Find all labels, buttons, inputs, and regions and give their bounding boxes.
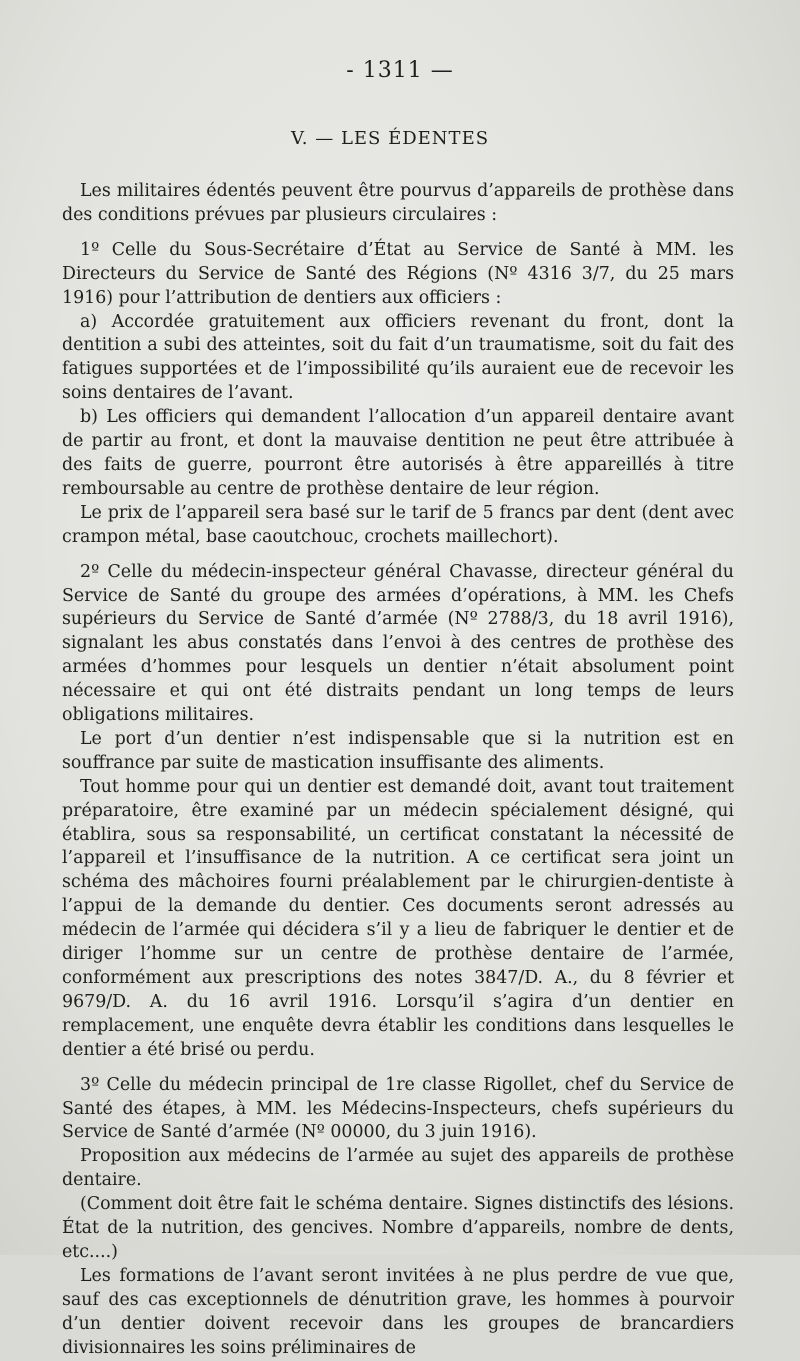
page-number: - 1311 — bbox=[346, 58, 454, 83]
paragraph: b) Les officiers qui demandent l’allocation d’un appareil dentaire avant de partir au front, et dont la mauvaise dentition ne peut être attribuée à des faits de guerre, pourront être autorisés à être appareillés à titre remboursable au centre de prothèse dentaire de leur région. bbox=[62, 407, 734, 499]
paragraph: Le prix de l’appareil sera basé sur le tarif de 5 francs par dent (dent avec crampon métal, base caoutchouc, crochets maillechort). bbox=[62, 502, 734, 547]
paragraph: Proposition aux médecins de l’armée au sujet des appareils de prothèse dentaire. bbox=[62, 1146, 734, 1191]
paragraph: Les militaires édentés peuvent être pourvus d’appareils de prothèse dans des conditions prévues par plusieurs circulaires : bbox=[62, 181, 734, 225]
paragraph: 2º Celle du médecin-inspecteur général Chavasse, directeur général du Service de Santé du groupe des armées d’opérations, à MM. les Chefs supérieurs du Service de Santé d’armée (Nº 2788/3, du 18 avril 1916), signalant les abus constatés dans l’envoi à des centres de prothèse des armées d’hommes pour lesquels un dentier n’était absolument point nécessaire et qui ont été distraits pendant un long temps de leurs obligations militaires. bbox=[62, 561, 734, 726]
paragraph: (Comment doit être fait le schéma dentaire. Signes distinctifs des lésions. État de la nutrition, des gencives. Nombre d’appareils, nombre de dents, etc....) bbox=[62, 1194, 734, 1262]
paragraph: a) Accordée gratuitement aux officiers revenant du front, dont la dentition a subi des atteintes, soit du fait d’un traumatisme, soit du fait des fatigues supportées et de l’impossibilité qu’ils auraient eue de recevoir les soins dentaires de l’avant. bbox=[62, 311, 734, 404]
section-title: V. — LES ÉDENTES bbox=[290, 128, 490, 149]
paragraph: 3º Celle du médecin principal de 1re classe Rigollet, chef du Service de Santé des étapes, à MM. les Médecins-Inspecteurs, chefs supérieurs du Service de Santé d’armée (Nº 00000, du 3 juin 1916). bbox=[62, 1074, 734, 1143]
paragraph: Tout homme pour qui un dentier est demandé doit, avant tout traitement préparatoire, être examiné par un médecin spécialement désigné, qui établira, sous sa responsabilité, un certificat constatant la nécessité de l’appareil et l’insuffisance de la nutrition. A ce certificat sera joint un schéma des mâchoires fourni préalablement par le chirurgien-dentiste à l’appui de la demande du dentier. Ces documents seront adressés au médecin de l’armée qui décidera s’il y a lieu de fabriquer le dentier et de diriger l’homme sur un centre de prothèse dentaire de l’armée, conformément aux prescriptions des notes 3847/D. A., du 8 février et 9679/D. A. du 16 avril 1916. Lorsqu’il s’agira d’un dentier en remplacement, une enquête devra établir les conditions dans lesquelles le dentier a été brisé ou perdu. bbox=[62, 776, 734, 1060]
body-text bbox=[62, 180, 734, 1361]
paragraph: 1º Celle du Sous-Secrétaire d’État au Service de Santé à MM. les Directeurs du Service de Santé des Régions (Nº 4316 3/7, du 25 mars 1916) pour l’attribution de dentiers aux officiers : bbox=[62, 239, 734, 308]
paragraph: Les formations de l’avant seront invitées à ne plus perdre de vue que, sauf des cas exceptionnels de dénutrition grave, les hommes à pourvoir d’un dentier doivent recevoir dans les groupes de brancardiers divisionnaires les soins préliminaires de bbox=[62, 1265, 734, 1358]
paragraph: Le port d’un dentier n’est indispensable que si la nutrition est en souffrance par suite de mastication insuffisante des aliments. bbox=[62, 728, 734, 773]
